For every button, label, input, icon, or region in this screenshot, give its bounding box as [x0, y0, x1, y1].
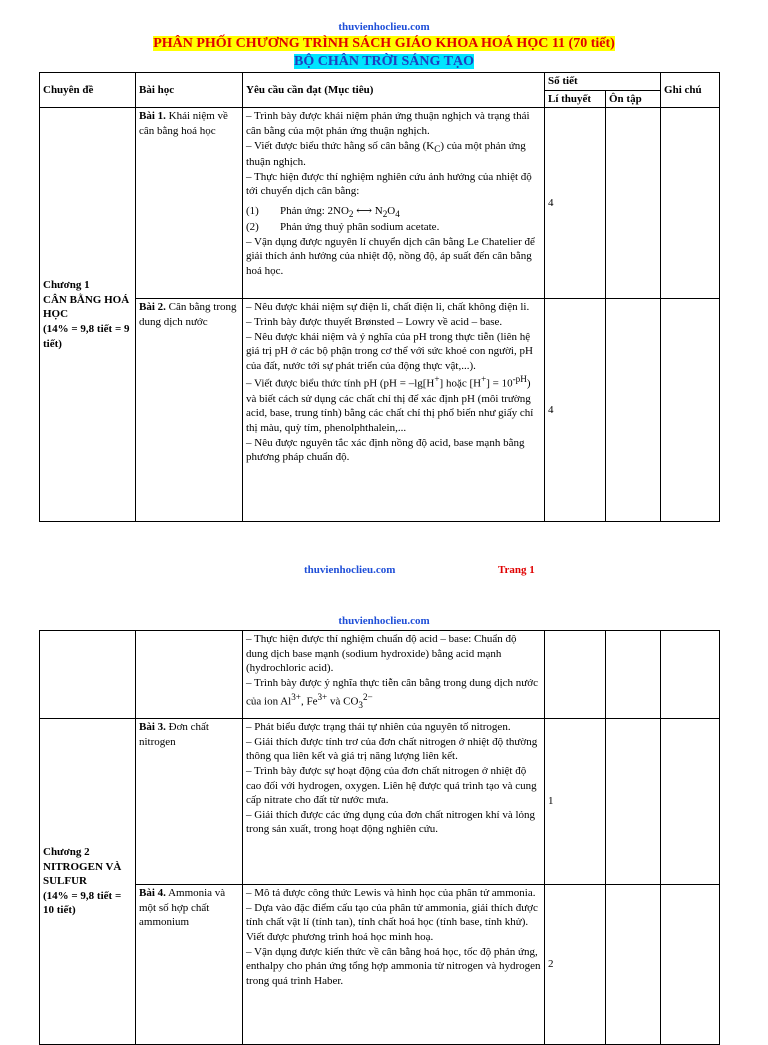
equilibrium-arrows-icon: ⟷ [356, 204, 373, 217]
lesson-1-li-thuyet: 4 [545, 108, 606, 299]
lesson-2-on-tap [606, 299, 661, 522]
continuation-lesson [136, 631, 243, 719]
curriculum-table-page1 [39, 72, 720, 522]
lesson-1-ghi-chu [661, 108, 720, 299]
lesson-3-li-thuyet: 1 [545, 719, 606, 885]
lesson-2: Bài 2. Cân bằng trong dung dịch nước [136, 299, 243, 522]
continuation-on-tap [606, 631, 661, 719]
lesson-3-ghi-chu [661, 719, 720, 885]
lesson-4-requirements: – Mô tả được công thức Lewis và hình học của phân tử ammonia. – Dựa vào đặc điểm cấu tạo của phân tử ammonia, giải thích được tính chất vật lí (tính tan), tính chất hoá học (tính base, tính khử). Viết được phương trình hoá học minh hoạ. – Vận dụng được kiến thức về cân bằng hoá học, tốc độ phản ứng, enthalpy cho phản ứng tổng hợp ammonia từ nitrogen và hydrogen trong quá trình Haber. [243, 885, 545, 1045]
footer-page-number: Trang 1 [498, 564, 535, 576]
lesson-3-on-tap [606, 719, 661, 885]
continuation-ghi-chu [661, 631, 720, 719]
lesson-2-li-thuyet: 4 [545, 299, 606, 522]
header-so-tiet: Số tiết [545, 73, 661, 91]
continuation-li-thuyet [545, 631, 606, 719]
lesson-4-on-tap [606, 885, 661, 1045]
document-title: PHÂN PHỐI CHƯƠNG TRÌNH SÁCH GIÁO KHOA HOÁ HỌC 11 (70 tiết) [153, 36, 615, 51]
lesson-4: Bài 4. Ammonia và một số hợp chất ammonium [136, 885, 243, 1045]
header-yeu-cau: Yêu cầu cần đạt (Mục tiêu) [243, 73, 545, 108]
header-ghi-chu: Ghi chú [661, 73, 720, 108]
lesson-1-requirements: – Trình bày được khái niệm phản ứng thuận nghịch và trạng thái cân bằng của một phản ứng thuận nghịch. – Viết được biểu thức hằng số cân bằng $(K_C)$ của một phản ứng thuận nghịch. – Thực hiện được thí nghiệm nghiên cứu ảnh hưởng của nhiệt độ tới chuyển dịch cân bằng: (1) Phản ứng: $2NO_2$ ⟷ $N_2O_4$ (2) Phản ứng thuỷ phân sodium acetate. – Vận dụng được nguyên lí chuyển dịch cân bằng Le Chatelier để giải thích ảnh hưởng của nhiệt độ, nồng độ, áp suất đến cân bằng hoá học. [243, 108, 545, 299]
lesson-2-requirements: – Nêu được khái niệm sự điện li, chất điện li, chất không điện li. – Trình bày được thuyết Brønsted – Lowry về acid – base. – Nêu được khái niệm và ý nghĩa của pH trong thực tiễn (liên hệ giá trị pH ở các bộ phận trong cơ thể với sức khoẻ con người, pH của đất, nước tới sự phát triển của động thực vật,...). – Viết được biểu thức tính pH (pH = –lg[H+] hoặc $[H^+] = 10^{-pH}$) và biết cách sử dụng các chất chỉ thị để xác định pH (môi trường acid, base, trung tính) bằng các chất chỉ thị phổ biến như giấy chỉ thị màu, quỳ tím, phenolphthalein,... – Nêu được nguyên tắc xác định nồng độ acid, base mạnh bằng phương pháp chuẩn độ. [243, 299, 545, 522]
site-header-page2[interactable]: thuvienhoclieu.com [338, 615, 430, 627]
header-chuyen-de: Chuyên đề [40, 73, 136, 108]
curriculum-table-page2 [39, 630, 720, 1045]
chapter-2: Chương 2 NITROGEN VÀ SULFUR (14% = 9,8 tiết = 10 tiết) [40, 719, 136, 1045]
lesson-4-ghi-chu [661, 885, 720, 1045]
lesson-4-li-thuyet: 2 [545, 885, 606, 1045]
site-header[interactable]: thuvienhoclieu.com [338, 21, 430, 33]
lesson-1-on-tap [606, 108, 661, 299]
continuation-chapter [40, 631, 136, 719]
lesson-2-ghi-chu [661, 299, 720, 522]
footer-site[interactable]: thuvienhoclieu.com [304, 564, 396, 576]
document-subtitle: BỘ CHÂN TRỜI SÁNG TẠO [294, 54, 474, 69]
lesson-3-requirements: – Phát biểu được trạng thái tự nhiên của nguyên tố nitrogen. – Giải thích được tính trơ của đơn chất nitrogen ở nhiệt độ thường thông qua liên kết và giá trị năng lượng liên kết. – Trình bày được sự hoạt động của đơn chất nitrogen ở nhiệt độ cao đối với hydrogen, oxygen. Liên hệ được quá trình tạo và cung cấp nitrate cho đất từ nước mưa. – Giải thích được các ứng dụng của đơn chất nitrogen khí và lỏng trong sản xuất, trong hoạt động nghiên cứu. [243, 719, 545, 885]
header-on-tap: Ôn tập [606, 90, 661, 108]
continuation-requirements: – Thực hiện được thí nghiệm chuẩn độ acid – base: Chuẩn độ dung dịch base mạnh (sodium hydroxide) bằng acid mạnh (hydrochloric acid). – Trình bày được ý nghĩa thực tiễn cân bằng trong dung dịch nước của ion $Al^{3+}$, $Fe^{3+}$ và $CO_3^{2-}$ [243, 631, 545, 719]
header-bai-hoc: Bài học [136, 73, 243, 108]
header-li-thuyet: Lí thuyết [545, 90, 606, 108]
chapter-1: Chương 1 CÂN BẰNG HOÁ HỌC (14% = 9,8 tiết = 9 tiết) [40, 108, 136, 522]
lesson-3: Bài 3. Đơn chất nitrogen [136, 719, 243, 885]
lesson-1: Bài 1. Khái niệm về cân bằng hoá học [136, 108, 243, 299]
